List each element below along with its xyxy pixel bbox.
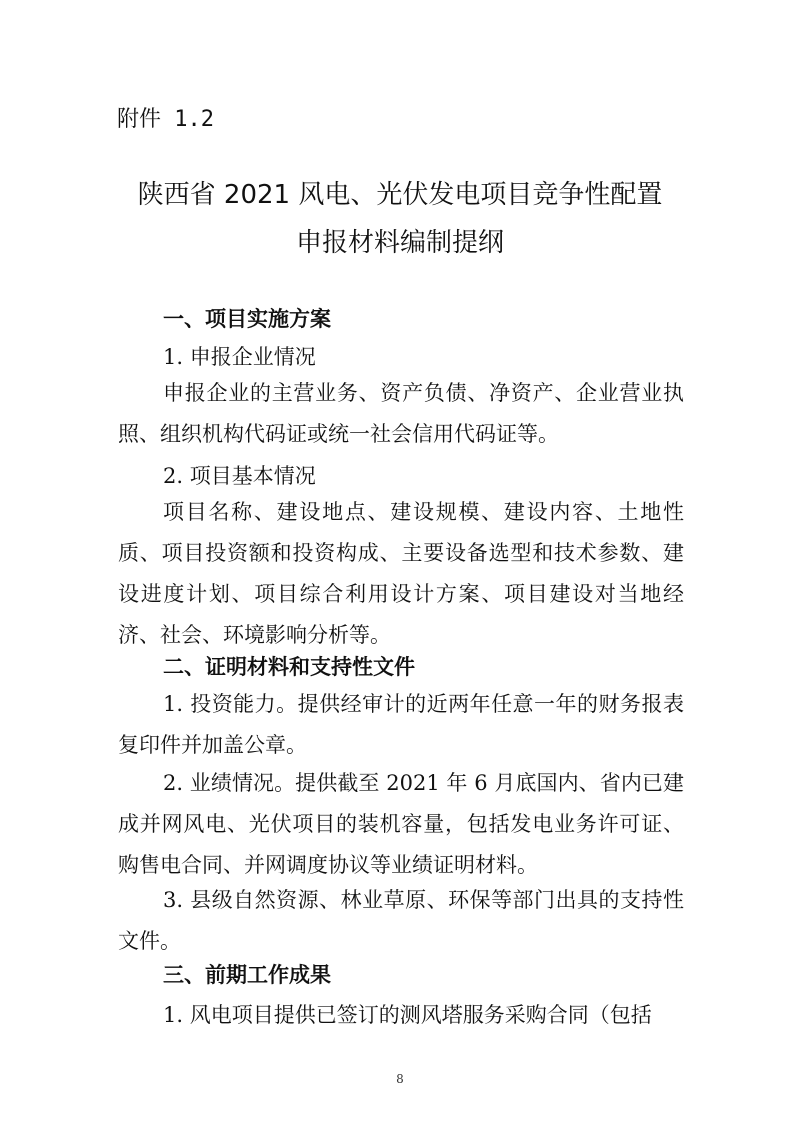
item-body: 申报企业的主营业务、资产负债、净资产、企业营业执照、组织机构代码证或统一社会信用代码证等。 xyxy=(118,381,684,446)
section-heading: 三、前期工作成果 xyxy=(163,963,331,987)
item-label: 1. 申报企业情况 xyxy=(163,345,316,369)
document-title-line-1: 陕西省 2021 风电、光伏发电项目竞争性配置 xyxy=(137,180,663,210)
section-heading: 二、证明材料和支持性文件 xyxy=(163,655,415,679)
attachment-label: 附件 1.2 xyxy=(117,107,214,132)
item-body: 1. 风电项目提供已签订的测风塔服务采购合同（包括 xyxy=(163,1003,652,1027)
section-heading: 一、项目实施方案 xyxy=(163,307,331,331)
item-body: 项目名称、建设地点、建设规模、建设内容、土地性质、项目投资额和投资构成、主要设备选型和技术参数、建设进度计划、项目综合利用设计方案、项目建设对当地经济、社会、环境影响分析等。 xyxy=(118,500,684,647)
item-body: 1. 投资能力。提供经审计的近两年任意一年的财务报表复印件并加盖公章。 xyxy=(118,692,684,757)
document-title-line-2: 申报材料编制提纲 xyxy=(295,228,504,258)
item-body: 3. 县级自然资源、林业草原、环保等部门出具的支持性文件。 xyxy=(118,888,684,953)
item-body: 2. 业绩情况。提供截至 2021 年 6 月底国内、省内已建成并网风电、光伏项目的装机容量，包括发电业务许可证、购售电合同、并网调度协议等业绩证明材料。 xyxy=(118,771,684,877)
page-number: 8 xyxy=(396,1072,404,1086)
item-label: 2. 项目基本情况 xyxy=(163,464,316,488)
